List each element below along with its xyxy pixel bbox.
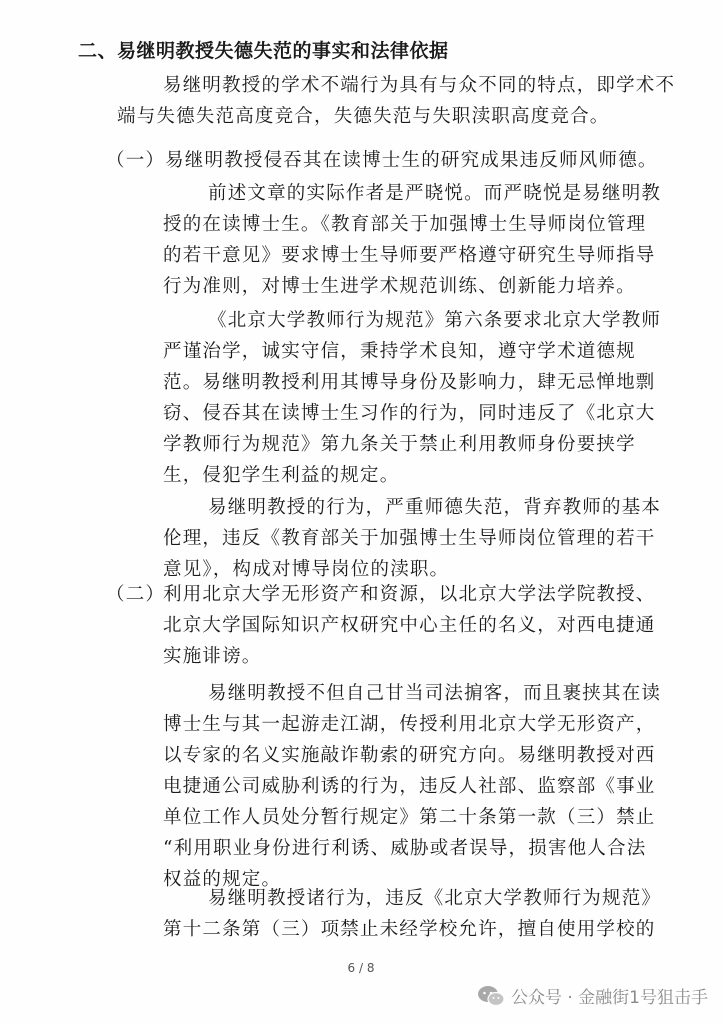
text-line: 电捷通公司威胁利诱的行为，违反人社部、监察部《事业 <box>163 776 656 797</box>
text-line: 易继明教授诸行为，违反《北京大学教师行为规范》 <box>208 888 662 909</box>
text-line: 端与失德失范高度竞合，失德失范与失职渎职高度竞合。 <box>117 106 610 127</box>
text-line: 以专家的名义实施敲诈勒索的研究方向。易继明教授对西 <box>163 745 656 766</box>
subsection-title-1: （一）易继明教授侵吞其在读博士生的研究成果违反师风师德。 <box>106 150 658 171</box>
text-line: 《北京大学教师行为规范》第六条要求北京大学教师 <box>208 310 662 331</box>
text-line: 严谨治学，诚实守信，秉持学术良知，遵守学术道德规 <box>163 341 636 362</box>
text-line: 易继明教授不但自己甘当司法掮客，而且裹挟其在读 <box>208 683 662 704</box>
text-line: 北京大学国际知识产权研究中心主任的名义，对西电捷通 <box>163 615 656 636</box>
watermark <box>477 983 708 1008</box>
text-line: 博士生与其一起游走江湖，传授利用北京大学无形资产， <box>163 714 656 735</box>
subsection-title-2 <box>163 579 656 672</box>
paragraph <box>163 883 662 945</box>
text-line: 的若干意见》要求博士生导师要严格遵守研究生导师指导 <box>163 245 656 266</box>
section-heading: 二、易继明教授失德失范的事实和法律依据 <box>78 40 449 62</box>
text-line: 学教师行为规范》第九条关于禁止利用教师身份要挟学 <box>163 434 636 455</box>
text-line: 利用北京大学无形资产和资源，以北京大学法学院教授、 <box>163 584 656 605</box>
text-line: 行为准则，对博士生进学术规范训练、创新能力培养。 <box>163 276 636 297</box>
text-line: 第十二条第（三）项禁止未经学校允许，擅自使用学校的 <box>163 919 656 940</box>
paragraph <box>163 492 662 585</box>
wechat-icon <box>477 985 505 1007</box>
page-number: 6 / 8 <box>347 961 375 975</box>
text-line: 授的在读博士生。《教育部关于加强博士生导师岗位管理 <box>163 214 647 235</box>
intro-paragraph <box>117 70 676 132</box>
text-line: 单位工作人员处分暂行规定》第二十条第一款（三）禁止 <box>163 807 656 828</box>
text-line: 实施诽谤。 <box>163 646 262 667</box>
paragraph <box>163 178 662 302</box>
subsection-label-2: （二） <box>106 584 166 605</box>
watermark-text: 公众号 · 金融街1号狙击手 <box>510 988 708 1008</box>
text-line: 意见》，构成对博导岗位的渎职。 <box>163 559 450 580</box>
text-line: 前述文章的实际作者是严晓悦。而严晓悦是易继明教 <box>208 183 662 204</box>
text-line: 伦理，违反《教育部关于加强博士生导师岗位管理的若干 <box>163 528 656 549</box>
text-line: 生，侵犯学生利益的规定。 <box>163 465 400 486</box>
text-line: 权益的规定。 <box>163 869 282 890</box>
paragraph <box>163 305 662 491</box>
text-line: 易继明教授的学术不端行为具有与众不同的特点，即学术不 <box>163 75 676 96</box>
text-line: “利用职业身份进行利诱、威胁或者误导，损害他人合法 <box>163 838 647 859</box>
text-line: 窃、侵吞其在读博士生习作的行为，同时违反了《北京大 <box>163 403 656 424</box>
text-line: 易继明教授的行为，严重师德失范，背弃教师的基本 <box>208 497 662 518</box>
text-line: 范。易继明教授利用其博导身份及影响力，肆无忌惮地剽 <box>163 372 656 393</box>
paragraph <box>163 678 662 895</box>
